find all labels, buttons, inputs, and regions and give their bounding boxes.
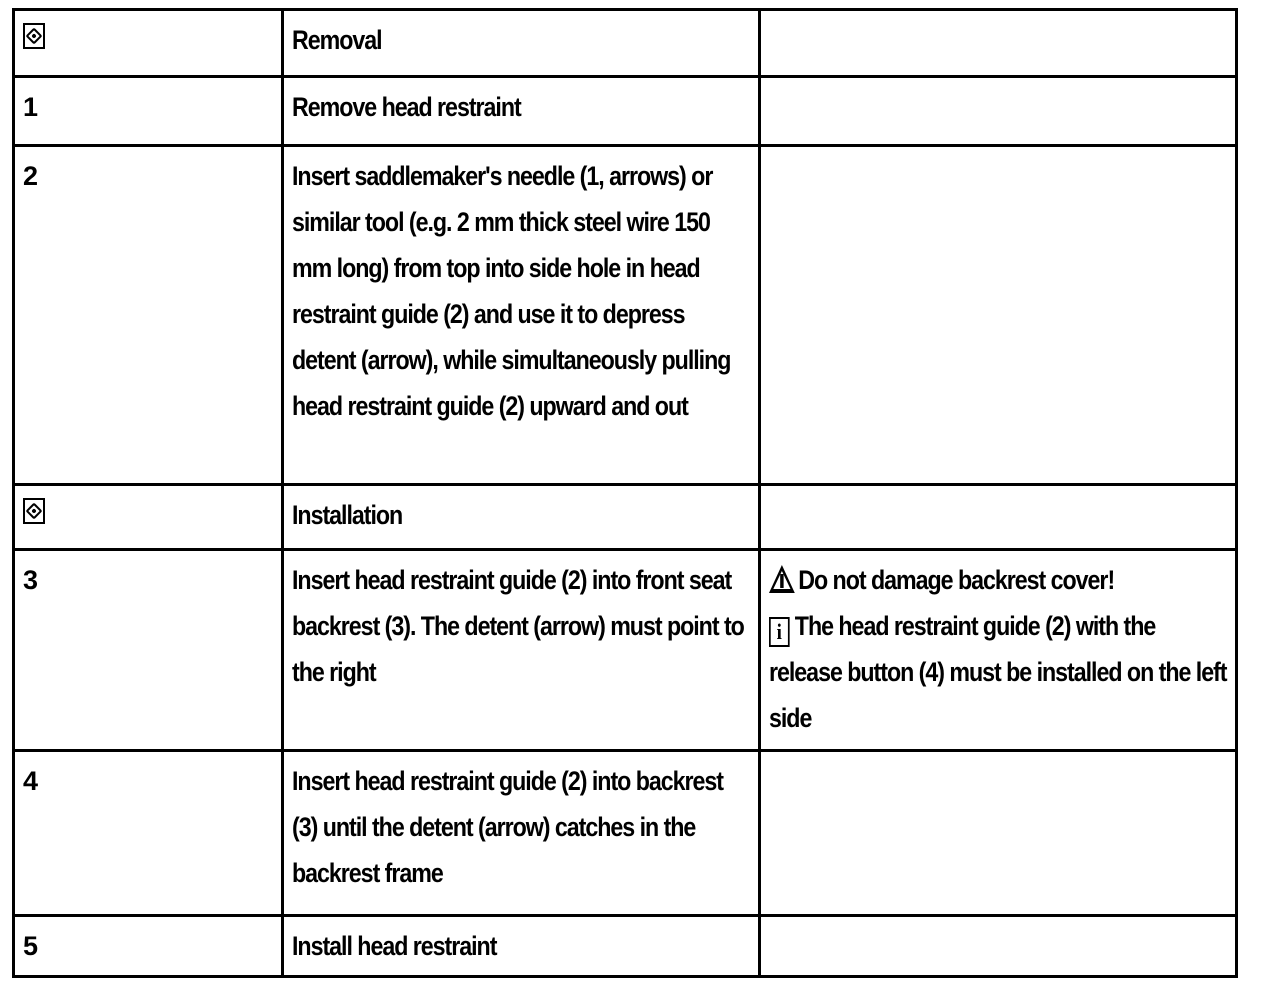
step-note-cell <box>759 77 1236 146</box>
installation-title-cell <box>282 485 759 550</box>
step-note-cell <box>759 751 1236 916</box>
info-note: The head restraint guide (2) with the release button (4) must be installed on the left side <box>768 611 1227 733</box>
step-number: 5 <box>23 931 37 961</box>
step-instruction: Install head restraint <box>291 931 496 961</box>
step-instruction-cell <box>282 146 759 485</box>
procedure-table <box>12 8 1238 978</box>
step-instruction: Remove head restraint <box>291 92 521 122</box>
step-row <box>14 550 1237 751</box>
wrench-icon <box>23 498 45 524</box>
step-number: 4 <box>23 766 37 796</box>
step-number: 3 <box>23 565 37 595</box>
warning-note: Do not damage backrest cover! <box>798 565 1114 595</box>
removal-icon-cell <box>14 10 283 77</box>
installation-icon-cell <box>14 485 283 550</box>
warning-triangle-icon <box>769 565 795 593</box>
step-number-cell <box>14 77 283 146</box>
step-row <box>14 916 1237 977</box>
wrench-icon <box>23 23 45 49</box>
step-instruction: Insert head restraint guide (2) into front seat backrest (3). The detent (arrow) must point to the right <box>291 565 744 687</box>
installation-title: Installation <box>291 500 402 530</box>
info-icon: i <box>769 617 790 647</box>
step-note-cell <box>759 146 1236 485</box>
step-number-cell <box>14 916 283 977</box>
installation-note-cell <box>759 485 1236 550</box>
step-instruction: Insert head restraint guide (2) into backrest (3) until the detent (arrow) catches in the backrest frame <box>291 766 723 888</box>
step-number-cell <box>14 751 283 916</box>
step-instruction-cell <box>282 550 759 751</box>
step-instruction: Insert saddlemaker's needle (1, arrows) or similar tool (e.g. 2 mm thick steel wire 150 mm long) from top into side hole in head restraint guide (2) and use it to depress detent (arrow), while simultaneously pulling head restraint guide (2) upward and out <box>291 161 730 421</box>
step-row <box>14 77 1237 146</box>
step-number-cell <box>14 146 283 485</box>
step-number: 1 <box>23 92 37 122</box>
step-row <box>14 146 1237 485</box>
step-instruction-cell <box>282 77 759 146</box>
step-number-cell <box>14 550 283 751</box>
removal-title-cell <box>282 10 759 77</box>
removal-note-cell <box>759 10 1236 77</box>
step-instruction-cell <box>282 916 759 977</box>
step-note-cell <box>759 916 1236 977</box>
step-instruction-cell <box>282 751 759 916</box>
step-notes <box>769 557 1228 741</box>
removal-title: Removal <box>291 25 382 55</box>
installation-header-row <box>14 485 1237 550</box>
step-note-cell <box>759 550 1236 751</box>
step-row <box>14 751 1237 916</box>
removal-header-row <box>14 10 1237 77</box>
step-number: 2 <box>23 161 37 191</box>
